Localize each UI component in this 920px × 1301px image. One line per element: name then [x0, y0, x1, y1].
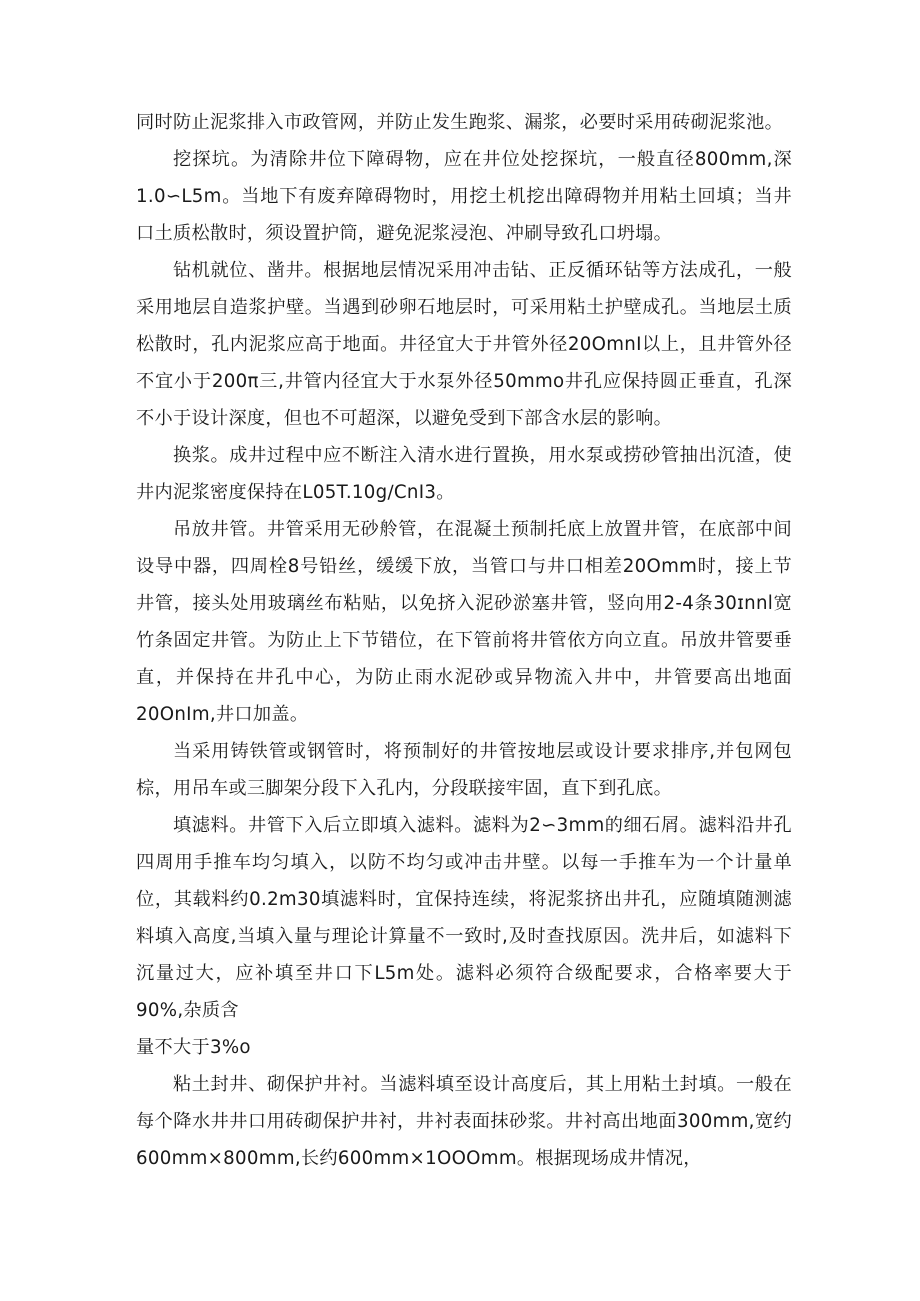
- paragraph-cast-iron-steel-pipe: 当采用铸铁管或钢管时，将预制好的井管按地层或设计要求排序,并包网包棕，用吊车或三脚架分段下入孔内，分段联接牢固，直下到孔底。: [136, 741, 792, 799]
- paragraph-filter-material: 填滤料。井管下入后立即填入滤料。滤料为2∽3mm的细石屑。滤料沿井孔四周用手推车均匀填入，以防不均匀或冲击井壁。以每一手推车为一个计量单位，其载料约0.2m30填滤料时，宜保持连续，将泥浆挤出井孔，应随填随测滤料填入高度,当填入量与理论计算量不一致时,及时查找原因。洗井后，如滤料下沉量过大，应补填至井口下L5m处。滤料必须符合级配要求，合格率要大于90%,杂质含: [136, 815, 792, 1021]
- paragraph-clay-sealing: 粘土封井、砌保护井衬。当滤料填至设计高度后，其上用粘土封填。一般在每个降水井井口用砖砌保护井衬，井衬表面抹砂浆。井衬高出地面300mm,宽约600mm×800mm,长约600mm×1OOOmm。根据现场成井情况，: [136, 1074, 792, 1169]
- paragraph-impurity-limit: 量不大于3%o: [136, 1037, 251, 1058]
- document-body: [136, 104, 792, 1177]
- paragraph-test-pit: 挖探坑。为清除井位下障碍物，应在井位处挖探坑，一般直径800mm,深1.0∽L5m。当地下有废弃障碍物时，用挖土机挖出障碍物并用粘土回填；当井口土质松散时，须设置护筒，避免泥浆浸泡、冲刷导致孔口坍塌。: [136, 149, 792, 244]
- paragraph-lowering-well-pipe: 吊放井管。井管采用无砂舲管，在混凝土预制托底上放置井管，在底部中间设导中器，四周栓8号铅丝，缓缓下放，当管口与井口相差20Omm时，接上节井管，接头处用玻璃丝布粘贴，以免挤入泥砂淤塞井管，竖向用2-4条30ɪnnl宽竹条固定井管。为防止上下节错位，在下管前将井管依方向立直。吊放井管要垂直，并保持在井孔中心，为防止雨水泥砂或异物流入井中，井管要高出地面20OnIm,井口加盖。: [136, 519, 792, 725]
- paragraph-slurry-replacement: 换浆。成井过程中应不断注入清水进行置换，用水泵或捞砂管抽出沉渣，使井内泥浆密度保持在L05T.10g∕CnI3。: [136, 445, 792, 503]
- paragraph-drilling: 钻机就位、凿井。根据地层情况采用冲击钻、正反循环钻等方法成孔，一般采用地层自造浆护壁。当遇到砂卵石地层时，可采用粘土护壁成孔。当地层土质松散时，孔内泥浆应高于地面。井径宜大于井管外径20OmnI以上，且井管外径不宜小于200π三,井管内径宜大于水泵外径50mmo井孔应保持圆正垂直，孔深不小于设计深度，但也不可超深，以避免受到下部含水层的影响。: [136, 260, 792, 429]
- paragraph-mud-pool-continued: 同时防止泥浆排入市政管网，并防止发生跑浆、漏浆，必要时采用砖砌泥浆池。: [136, 112, 784, 133]
